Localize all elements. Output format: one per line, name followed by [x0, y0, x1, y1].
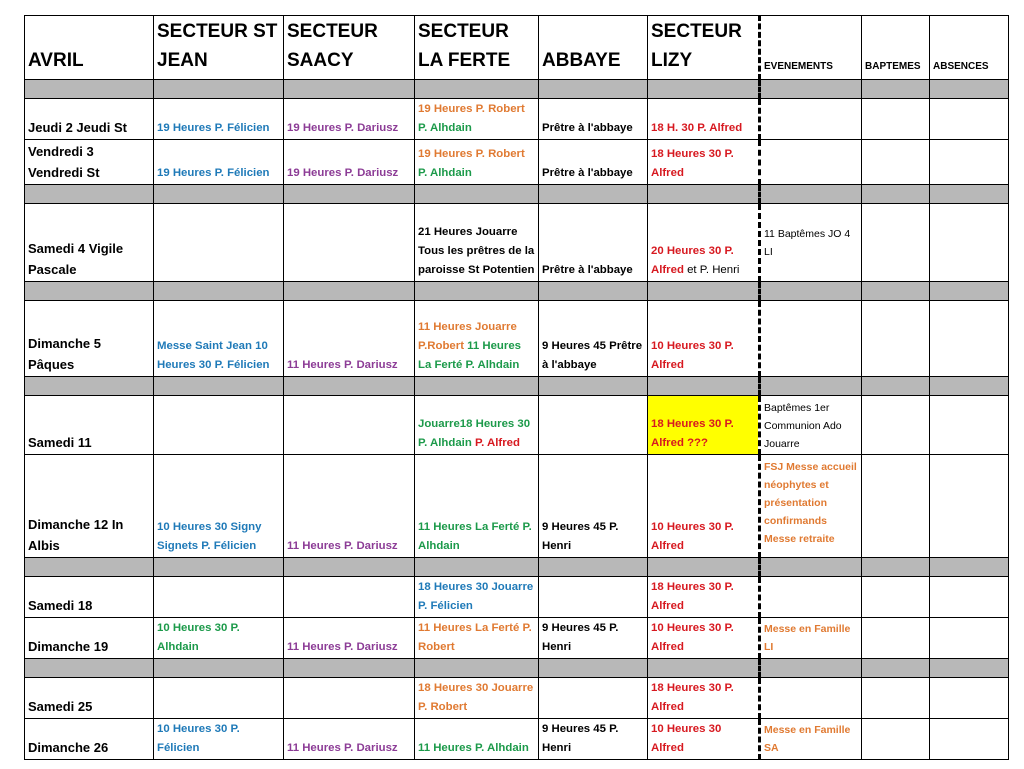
la-ferte-cell [415, 140, 539, 185]
st-jean-cell: 10 Heures 30 P. Alhdain [154, 618, 284, 659]
la-ferte-alhdain: P. Alhdain [418, 167, 472, 179]
row-dimanche-12 [25, 455, 1009, 558]
absences-cell [930, 618, 1009, 659]
st-jean-cell [154, 577, 284, 618]
evenements-cell [760, 99, 862, 140]
lizy-cell: 10 Heures 30 P. Alfred [648, 301, 760, 377]
row-jeudi-2 [25, 99, 1009, 140]
day-cell: Samedi 4 Vigile Pascale [25, 204, 154, 282]
st-jean-cell [154, 678, 284, 719]
row-dimanche-26 [25, 719, 1009, 760]
la-ferte-cell: 11 Heures La Ferté P. Alhdain [415, 455, 539, 558]
absences-cell [930, 719, 1009, 760]
saacy-cell [284, 678, 415, 719]
lizy-cell: 18 H. 30 P. Alfred [648, 99, 760, 140]
evenements-cell: 11 Baptêmes JO 4 LI [760, 204, 862, 282]
baptemes-cell [862, 577, 930, 618]
abbaye-cell: Prêtre à l'abbaye [539, 99, 648, 140]
la-ferte-cell: 11 Heures La Ferté P. Robert [415, 618, 539, 659]
evenements-cell: Messe en Famille SA [760, 719, 862, 760]
header-abbaye: ABBAYE [539, 16, 648, 80]
row-dimanche-5 [25, 301, 1009, 377]
abbaye-cell: Prêtre à l'abbaye [539, 140, 648, 185]
day-cell: Dimanche 12 In Albis [25, 455, 154, 558]
separator-row [25, 377, 1009, 396]
la-ferte-cell [415, 301, 539, 377]
absences-cell [930, 301, 1009, 377]
absences-cell [930, 577, 1009, 618]
day-cell: Vendredi 3 Vendredi St [25, 140, 154, 185]
day-cell: Samedi 25 [25, 678, 154, 719]
absences-cell [930, 396, 1009, 455]
lizy-cell: 18 Heures 30 P. Alfred [648, 140, 760, 185]
header-baptemes: BAPTEMES [862, 16, 930, 80]
la-ferte-cell: 18 Heures 30 Jouarre P. Robert [415, 678, 539, 719]
baptemes-cell [862, 99, 930, 140]
separator-row [25, 558, 1009, 577]
header-lizy: SECTEUR LIZY [648, 16, 760, 80]
evenements-cell: FSJ Messe accueil néophytes et présentation confirmands Messe retraite [760, 455, 862, 558]
row-samedi-4 [25, 204, 1009, 282]
baptemes-cell [862, 140, 930, 185]
lizy-henri: et P. Henri [683, 264, 740, 276]
row-samedi-25 [25, 678, 1009, 719]
st-jean-cell: 10 Heures 30 Signy Signets P. Félicien [154, 455, 284, 558]
la-ferte-cell: 11 Heures P. Alhdain [415, 719, 539, 760]
day-cell: Samedi 11 [25, 396, 154, 455]
day-cell: Samedi 18 [25, 577, 154, 618]
abbaye-cell: Prêtre à l'abbaye [539, 204, 648, 282]
abbaye-cell: 9 Heures 45 P. Henri [539, 455, 648, 558]
lizy-cell [648, 204, 760, 282]
header-st-jean: SECTEUR ST JEAN [154, 16, 284, 80]
separator-row [25, 659, 1009, 678]
absences-cell [930, 678, 1009, 719]
baptemes-cell [862, 719, 930, 760]
st-jean-cell: Messe Saint Jean 10 Heures 30 P. Félicien [154, 301, 284, 377]
lizy-alfred: 20 Heures 30 P. Alfred [651, 245, 734, 276]
saacy-cell: 11 Heures P. Dariusz [284, 618, 415, 659]
separator-row [25, 80, 1009, 99]
st-jean-cell: 10 Heures 30 P. Félicien [154, 719, 284, 760]
header-saacy: SECTEUR SAACY [284, 16, 415, 80]
lizy-cell: 10 Heures 30 P. Alfred [648, 455, 760, 558]
row-dimanche-19 [25, 618, 1009, 659]
saacy-cell: 19 Heures P. Dariusz [284, 140, 415, 185]
absences-cell [930, 455, 1009, 558]
saacy-cell [284, 577, 415, 618]
saacy-cell: 11 Heures P. Dariusz [284, 719, 415, 760]
baptemes-cell [862, 301, 930, 377]
lizy-cell: 10 Heures 30 P. Alfred [648, 618, 760, 659]
day-cell: Dimanche 19 [25, 618, 154, 659]
day-cell: Jeudi 2 Jeudi St [25, 99, 154, 140]
la-ferte-robert: 19 Heures P. Robert [418, 148, 525, 160]
la-ferte-cell: 18 Heures 30 Jouarre P. Félicien [415, 577, 539, 618]
lizy-cell: 18 Heures 30 P. Alfred [648, 678, 760, 719]
day-cell: Dimanche 26 [25, 719, 154, 760]
row-samedi-18 [25, 577, 1009, 618]
header-la-ferte: SECTEUR LA FERTE [415, 16, 539, 80]
saacy-cell: 19 Heures P. Dariusz [284, 99, 415, 140]
header-evenements: EVENEMENTS [760, 16, 862, 80]
evenements-cell [760, 678, 862, 719]
la-ferte-alhdain: P. Alhdain [418, 122, 472, 134]
abbaye-cell [539, 577, 648, 618]
st-jean-cell: 19 Heures P. Félicien [154, 99, 284, 140]
saacy-cell: 11 Heures P. Dariusz [284, 301, 415, 377]
absences-cell [930, 99, 1009, 140]
abbaye-cell: 9 Heures 45 Prêtre à l'abbaye [539, 301, 648, 377]
day-cell: Dimanche 5 Pâques [25, 301, 154, 377]
header-absences: ABSENCES [930, 16, 1009, 80]
st-jean-cell [154, 204, 284, 282]
absences-cell [930, 140, 1009, 185]
la-ferte-alhdain: 11 Heures La Ferté P. Alhdain [418, 340, 521, 371]
header-row [25, 16, 1009, 80]
baptemes-cell [862, 455, 930, 558]
schedule-table [24, 15, 1009, 760]
la-ferte-cell [415, 396, 539, 455]
saacy-cell: 11 Heures P. Dariusz [284, 455, 415, 558]
la-ferte-alfred: P. Alfred [471, 437, 520, 449]
abbaye-cell: 9 Heures 45 P. Henri [539, 618, 648, 659]
st-jean-cell [154, 396, 284, 455]
la-ferte-robert: 11 Heures Jouarre P.Robert [418, 321, 517, 352]
lizy-cell: 18 Heures 30 P. Alfred [648, 577, 760, 618]
saacy-cell [284, 204, 415, 282]
baptemes-cell [862, 204, 930, 282]
saacy-cell [284, 396, 415, 455]
baptemes-cell [862, 396, 930, 455]
evenements-cell: Messe en Famille LI [760, 618, 862, 659]
separator-row [25, 282, 1009, 301]
la-ferte-alhdain: Jouarre18 Heures 30 P. Alhdain [418, 418, 531, 449]
header-month: AVRIL [25, 16, 154, 80]
evenements-cell [760, 577, 862, 618]
row-vendredi-3 [25, 140, 1009, 185]
la-ferte-cell [415, 99, 539, 140]
row-samedi-11 [25, 396, 1009, 455]
lizy-cell: 10 Heures 30 Alfred [648, 719, 760, 760]
baptemes-cell [862, 618, 930, 659]
absences-cell [930, 204, 1009, 282]
abbaye-cell [539, 678, 648, 719]
la-ferte-robert: 19 Heures P. Robert [418, 103, 525, 115]
evenements-cell [760, 140, 862, 185]
abbaye-cell: 9 Heures 45 P. Henri [539, 719, 648, 760]
separator-row [25, 185, 1009, 204]
evenements-cell: Baptêmes 1er Communion Ado Jouarre [760, 396, 862, 455]
evenements-cell [760, 301, 862, 377]
lizy-cell: 18 Heures 30 P. Alfred ??? [648, 396, 760, 455]
abbaye-cell [539, 396, 648, 455]
baptemes-cell [862, 678, 930, 719]
st-jean-cell: 19 Heures P. Félicien [154, 140, 284, 185]
la-ferte-cell: 21 Heures Jouarre Tous les prêtres de la paroisse St Potentien [415, 204, 539, 282]
